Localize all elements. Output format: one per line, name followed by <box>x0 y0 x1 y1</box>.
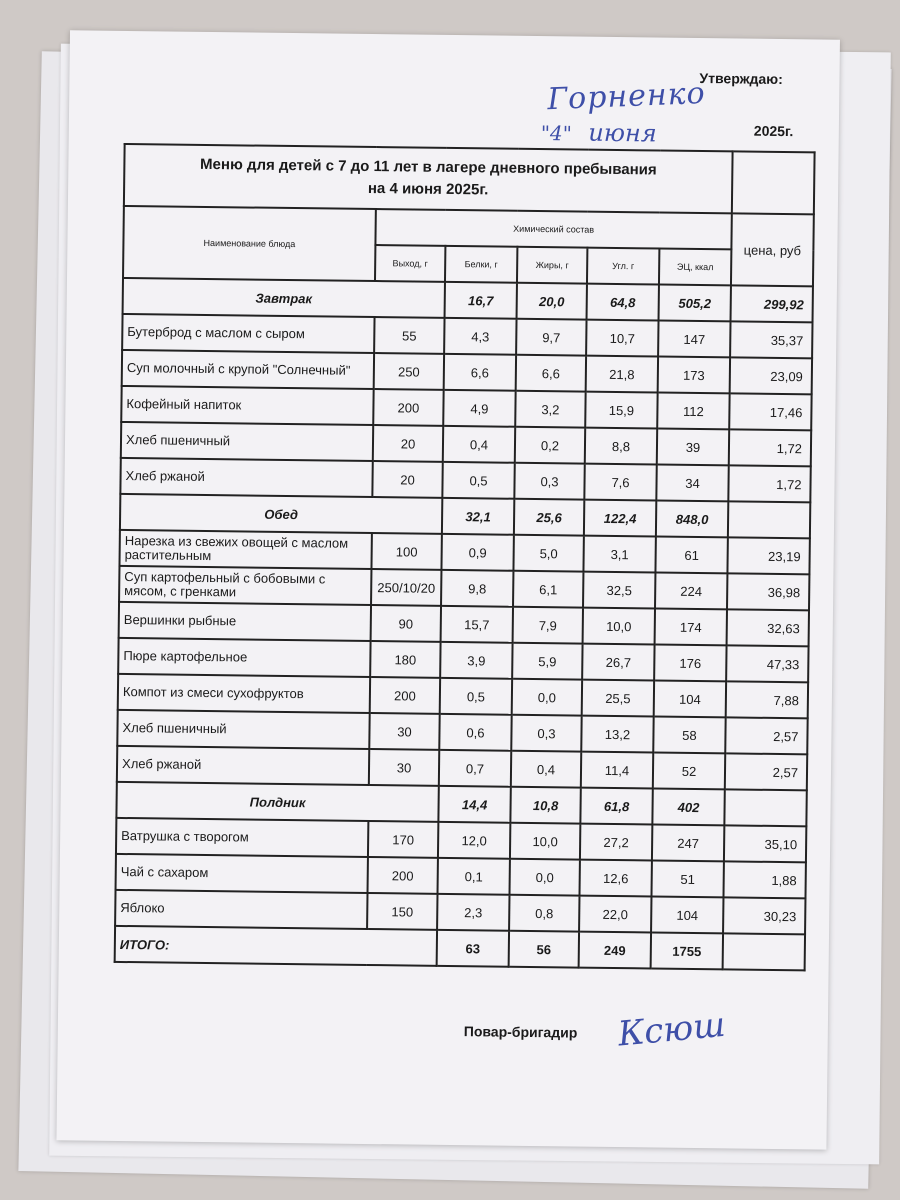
dish-fat: 5,0 <box>513 535 583 572</box>
dish-yield: 90 <box>371 605 441 642</box>
dish-fat: 10,0 <box>510 823 580 860</box>
dish-yield: 250 <box>374 353 444 390</box>
menu-body <box>115 278 813 934</box>
dish-yield: 250/10/20 <box>371 569 441 606</box>
dish-price: 7,88 <box>726 681 808 718</box>
dish-carbs: 22,0 <box>579 896 651 933</box>
approver-signature: Горненко <box>546 75 707 118</box>
dish-yield: 30 <box>369 749 439 786</box>
dish-carbs: 12,6 <box>579 860 651 897</box>
dish-yield: 20 <box>372 461 442 498</box>
dish-fat: 6,6 <box>516 355 586 392</box>
dish-price: 2,57 <box>725 753 807 790</box>
dish-price: 32,63 <box>727 609 809 646</box>
dish-carbs: 3,1 <box>583 536 655 573</box>
section-protein: 14,4 <box>438 786 510 823</box>
col-chem-header: Химический состав <box>375 209 731 249</box>
dish-energy: 58 <box>653 716 725 753</box>
dish-price: 30,23 <box>723 897 805 934</box>
dish-protein: 2,3 <box>437 894 509 931</box>
section-fat: 10,8 <box>510 787 580 824</box>
menu-title <box>124 144 733 213</box>
dish-carbs: 8,8 <box>585 428 657 465</box>
dish-name: Ватрушка с творогом <box>116 818 368 857</box>
dish-name: Хлеб ржаной <box>117 746 369 785</box>
dish-price: 35,10 <box>724 825 806 862</box>
dish-energy: 104 <box>651 896 723 933</box>
dish-price: 23,19 <box>727 537 809 574</box>
dish-protein: 0,5 <box>442 462 514 499</box>
dish-yield: 30 <box>369 713 439 750</box>
dish-price: 1,72 <box>728 465 810 502</box>
dish-protein: 3,9 <box>440 642 512 679</box>
section-energy: 505,2 <box>659 285 731 322</box>
dish-protein: 0,6 <box>439 714 511 751</box>
section-price <box>728 501 810 538</box>
dish-yield: 100 <box>371 533 441 570</box>
cook-label: Повар-бригадир <box>463 1023 578 1041</box>
dish-energy: 34 <box>656 464 728 501</box>
dish-name: Хлеб пшеничный <box>117 710 369 749</box>
approve-label: Утверждаю: <box>699 69 783 88</box>
dish-yield: 180 <box>370 641 440 678</box>
dish-yield: 20 <box>373 425 443 462</box>
dish-energy: 174 <box>655 608 727 645</box>
col-price-header: цена, руб <box>731 213 814 286</box>
dish-fat: 6,1 <box>513 571 583 608</box>
dish-price: 35,37 <box>730 321 812 358</box>
total-price <box>723 933 805 970</box>
dish-energy: 224 <box>655 572 727 609</box>
section-energy: 402 <box>652 788 724 825</box>
section-name: Обед <box>120 494 442 534</box>
col-carbs-header: Угл. г <box>587 248 659 285</box>
dish-energy: 104 <box>654 680 726 717</box>
dish-fat: 3,2 <box>515 391 585 428</box>
dish-energy: 61 <box>655 536 727 573</box>
dish-yield: 200 <box>368 857 438 894</box>
date-month: июня <box>588 118 657 148</box>
section-protein: 32,1 <box>442 498 514 535</box>
dish-name: Суп молочный с крупой "Солнечный" <box>122 350 374 389</box>
dish-name: Нарезка из свежих овощей с маслом растительным <box>119 530 371 569</box>
total-fat: 56 <box>509 931 579 968</box>
dish-name: Бутерброд с маслом с сыром <box>122 314 374 353</box>
dish-price: 2,57 <box>725 717 807 754</box>
total-row <box>115 926 805 970</box>
title-line-2: на 4 июня 2025г. <box>367 179 489 199</box>
dish-protein: 9,8 <box>441 570 513 607</box>
dish-energy: 39 <box>657 428 729 465</box>
cook-signature: Ксюш <box>616 1004 727 1055</box>
dish-price: 17,46 <box>729 393 811 430</box>
dish-yield: 200 <box>370 677 440 714</box>
dish-fat: 0,3 <box>511 715 581 752</box>
col-yield-header: Выход, г <box>375 245 445 282</box>
dish-protein: 0,4 <box>443 426 515 463</box>
dish-yield: 170 <box>368 821 438 858</box>
dish-protein: 0,7 <box>439 750 511 787</box>
dish-energy: 112 <box>657 393 729 430</box>
section-name: Завтрак <box>123 278 445 318</box>
dish-name: Чай с сахаром <box>116 854 368 893</box>
total-label: ИТОГО: <box>115 926 437 966</box>
section-energy: 848,0 <box>656 500 728 537</box>
dish-name: Суп картофельный с бобовыми с мясом, с гренками <box>119 566 371 605</box>
approval-year: 2025г. <box>753 122 794 140</box>
dish-carbs: 27,2 <box>580 824 652 861</box>
dish-protein: 0,5 <box>440 678 512 715</box>
dish-carbs: 7,6 <box>584 464 656 501</box>
menu-table <box>114 143 816 971</box>
dish-energy: 52 <box>653 752 725 789</box>
dish-carbs: 32,5 <box>583 572 655 609</box>
title-line-1: Меню для детей с 7 до 11 лет в лагере дневного пребывания <box>199 155 657 179</box>
dish-yield: 200 <box>373 389 443 426</box>
dish-carbs: 15,9 <box>585 392 657 429</box>
dish-protein: 0,1 <box>438 858 510 895</box>
dish-fat: 0,0 <box>510 859 580 896</box>
section-fat: 25,6 <box>514 499 584 536</box>
col-protein-header: Белки, г <box>445 246 517 283</box>
col-energy-header: ЭЦ, ккал <box>659 249 731 286</box>
section-fat: 20,0 <box>517 283 587 320</box>
dish-price: 47,33 <box>726 645 808 682</box>
col-fat-header: Жиры, г <box>517 247 587 284</box>
dish-price: 36,98 <box>727 573 809 610</box>
dish-name: Пюре картофельное <box>118 638 370 677</box>
dish-energy: 147 <box>658 321 730 358</box>
dish-protein: 15,7 <box>441 606 513 643</box>
section-protein: 16,7 <box>445 282 517 319</box>
dish-fat: 7,9 <box>513 607 583 644</box>
dish-energy: 247 <box>652 824 724 861</box>
dish-fat: 0,2 <box>515 427 585 464</box>
total-carbs: 249 <box>579 932 651 969</box>
dish-price: 1,88 <box>723 861 805 898</box>
dish-fat: 0,4 <box>511 751 581 788</box>
dish-name: Вершинки рыбные <box>119 602 371 641</box>
date-day: "4" <box>540 121 573 146</box>
dish-name: Компот из смеси сухофруктов <box>118 674 370 713</box>
approval-date <box>541 118 657 147</box>
section-price <box>724 789 806 826</box>
dish-carbs: 26,7 <box>582 644 654 681</box>
section-price: 299,92 <box>731 285 813 322</box>
dish-name: Яблоко <box>115 890 367 929</box>
dish-yield: 55 <box>374 317 444 354</box>
dish-name: Хлеб ржаной <box>120 458 372 497</box>
dish-fat: 9,7 <box>516 319 586 356</box>
dish-price: 1,72 <box>729 429 811 466</box>
dish-protein: 4,3 <box>444 318 516 355</box>
dish-protein: 0,9 <box>441 534 513 571</box>
dish-fat: 5,9 <box>512 643 582 680</box>
total-protein: 63 <box>437 930 509 967</box>
dish-carbs: 13,2 <box>581 716 653 753</box>
title-price-blank <box>732 151 815 214</box>
dish-carbs: 11,4 <box>581 752 653 789</box>
dish-name: Хлеб пшеничный <box>121 422 373 461</box>
dish-fat: 0,3 <box>514 463 584 500</box>
dish-carbs: 10,7 <box>586 320 658 357</box>
dish-energy: 176 <box>654 644 726 681</box>
dish-fat: 0,0 <box>512 679 582 716</box>
dish-protein: 6,6 <box>444 354 516 391</box>
total-energy: 1755 <box>651 932 723 969</box>
dish-energy: 173 <box>658 357 730 394</box>
section-carbs: 64,8 <box>587 284 659 321</box>
dish-price: 23,09 <box>730 357 812 394</box>
dish-protein: 4,9 <box>443 390 515 427</box>
dish-carbs: 21,8 <box>586 356 658 393</box>
dish-protein: 12,0 <box>438 822 510 859</box>
dish-fat: 0,8 <box>509 895 579 932</box>
section-name: Полдник <box>116 782 438 822</box>
dish-carbs: 25,5 <box>582 680 654 717</box>
dish-energy: 51 <box>651 860 723 897</box>
section-carbs: 122,4 <box>584 500 656 537</box>
dish-name: Кофейный напиток <box>121 386 373 425</box>
dish-carbs: 10,0 <box>583 608 655 645</box>
col-dish-header: Наименование блюда <box>123 206 376 281</box>
dish-yield: 150 <box>367 893 437 930</box>
section-carbs: 61,8 <box>580 788 652 825</box>
menu-document <box>56 30 840 1149</box>
